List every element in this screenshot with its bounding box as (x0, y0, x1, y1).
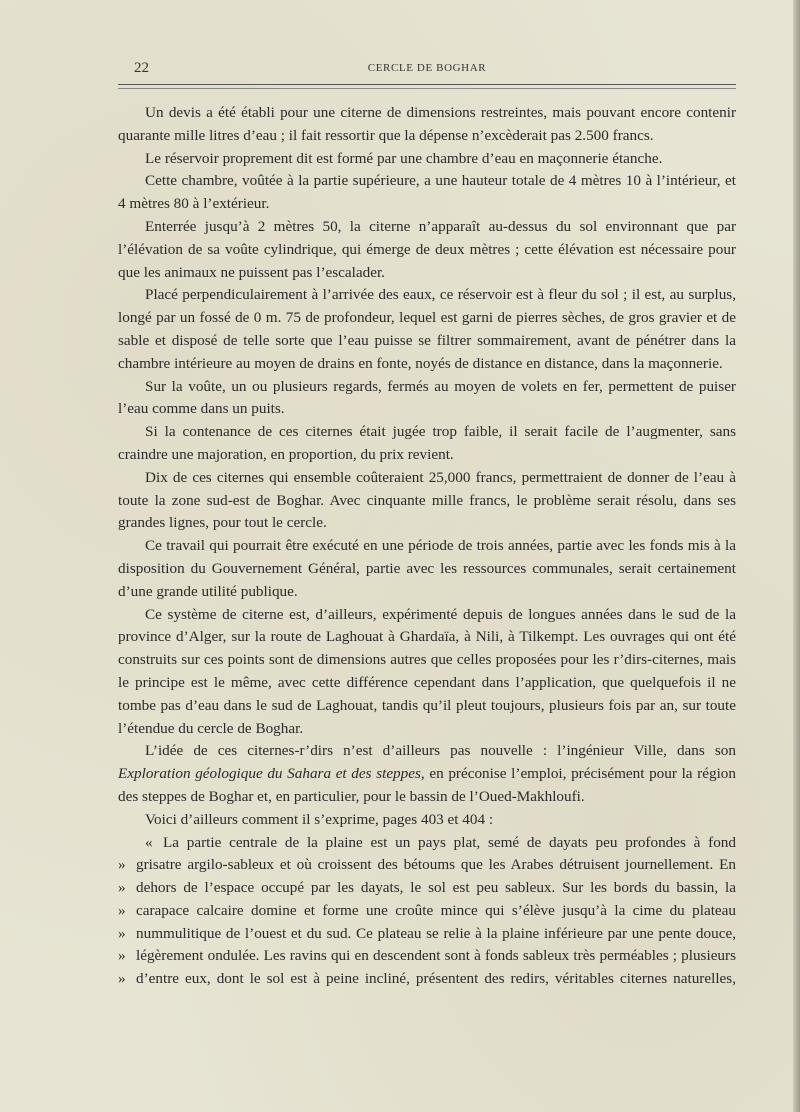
quote-line: » légèrement ondulée. Les ravins qui en descendent sont à fonds sableux très perméables ; plusieurs (118, 945, 736, 968)
paragraph: Cette chambre, voûtée à la partie supérieure, a une hauteur totale de 4 mètres 10 à l’intérieur, et 4 mètres 80 à l’extérieur. (118, 172, 736, 213)
running-title: CERCLE DE BOGHAR (367, 62, 487, 74)
paragraph: Ce système de citerne est, d’ailleurs, expérimenté depuis de longues années dans le sud de la province d’Alger, sur la route de Laghouat à Ghardaïa, à Nili, à Tilkempt. Les ouvrages qui ont été construits sur ces points sont de dimensions autres que celles proposées pour les r’dirs-citernes, mais le principe est le même, avec cette différence cependant dans l’application, que quelquefois il ne tombe pas d’eau dans le sud de Laghouat, tandis qu’il pleut toujours, plusieurs fois par an, sur toute l’étendue du cercle de Boghar. (118, 605, 736, 737)
quote-line: » grisatre argilo-sableux et où croissent des bétoums que les Arabes détruisent journellement. En (118, 854, 736, 877)
header-rule (118, 84, 736, 85)
ville-text-after: , en préconise l’emploi, précisément pour la région des steppes de Boghar et, en particulier, pour le bassin de l’Oued-Makhloufi. (118, 765, 736, 805)
page-header (118, 60, 736, 80)
paragraph-quote-intro: Voici d’ailleurs comment il s’exprime, pages 403 et 404 : (145, 810, 494, 828)
ville-text-before: L’idée de ces citernes-r’dirs n’est d’ailleurs pas nouvelle : l’ingénieur Ville, dans son (145, 742, 736, 760)
quote-line: » carapace calcaire domine et forme une croûte mince qui s’élève jusqu’à la cime du plateau (118, 900, 736, 923)
paragraph: Un devis a été établi pour une citerne de dimensions restreintes, mais pouvant encore contenir quarante mille litres d’eau ; il fait ressortir que la dépense n’excèderait pas 2.500 francs. (118, 104, 736, 144)
book-title: Exploration géologique du Sahara et des steppes (118, 765, 421, 783)
paragraph: Le réservoir proprement dit est formé par une chambre d’eau en maçonnerie étanche. (145, 149, 663, 167)
paragraph: Placé perpendiculairement à l’arrivée des eaux, ce réservoir est à fleur du sol ; il est, au surplus, longé par un fossé de 0 m. 75 de profondeur, lequel est garni de pierres sèches, de gros gravier et de sable et disposé de telle sorte que l’eau puisse se filtrer sommairement, avant de pénétrer dans la chambre intérieure au moyen de drains en fonte, noyés de distance en distance, dans la maçonnerie. (118, 286, 736, 372)
quote-line: « La partie centrale de la plaine est un pays plat, semé de dayats peu profondes à fond (118, 832, 736, 855)
paragraph: Enterrée jusqu’à 2 mètres 50, la citerne n’apparaît au-dessus du sol environnant que par l’élévation de sa voûte cylindrique, qui émerge de deux mètres ; cette élévation est nécessaire pour que les animaux ne puissent pas l’escalader. (118, 217, 736, 281)
body-text (118, 102, 736, 991)
open-guillemet: « (145, 833, 153, 851)
paragraph-ville (118, 740, 736, 808)
continuation-guillemet: » (118, 970, 126, 988)
paragraph: Dix de ces citernes qui ensemble coûteraient 25,000 francs, permettraient de donner de l’eau à toute la zone sud-est de Boghar. Avec cinquante mille francs, le problème serait résolu, dans ses grandes lignes, pour tout le cercle. (118, 468, 736, 532)
header-rule-secondary (118, 88, 736, 89)
quotation (118, 832, 736, 992)
continuation-guillemet: » (118, 901, 126, 919)
quote-line: » d’entre eux, dont le sol est à peine incliné, présentent des redirs, véritables citernes naturelles, (118, 968, 736, 991)
paragraph: Sur la voûte, un ou plusieurs regards, fermés au moyen de volets en fer, permettent de puiser l’eau comme dans un puits. (118, 377, 736, 418)
page-edge-shadow (793, 0, 800, 1112)
continuation-guillemet: » (118, 947, 126, 965)
paragraph: Si la contenance de ces citernes était jugée trop faible, il serait facile de l’augmenter, sans craindre une majoration, en proportion, du prix revient. (118, 423, 736, 463)
page-number: 22 (134, 60, 149, 76)
continuation-guillemet: » (118, 924, 126, 942)
quote-line: » dehors de l’espace occupé par les dayats, le sol est peu sableux. Sur les bords du bassin, la (118, 877, 736, 900)
paragraph: Ce travail qui pourrait être exécuté en une période de trois années, partie avec les fonds mis à la disposition du Gouvernement Général, partie avec les ressources communales, serait certainement d’une grande utilité publique. (118, 537, 736, 600)
quote-line: » nummulitique de l’ouest et du sud. Ce plateau se relie à la plaine inférieure par une pente douce, (118, 923, 736, 946)
continuation-guillemet: » (118, 879, 126, 897)
continuation-guillemet: » (118, 856, 126, 874)
